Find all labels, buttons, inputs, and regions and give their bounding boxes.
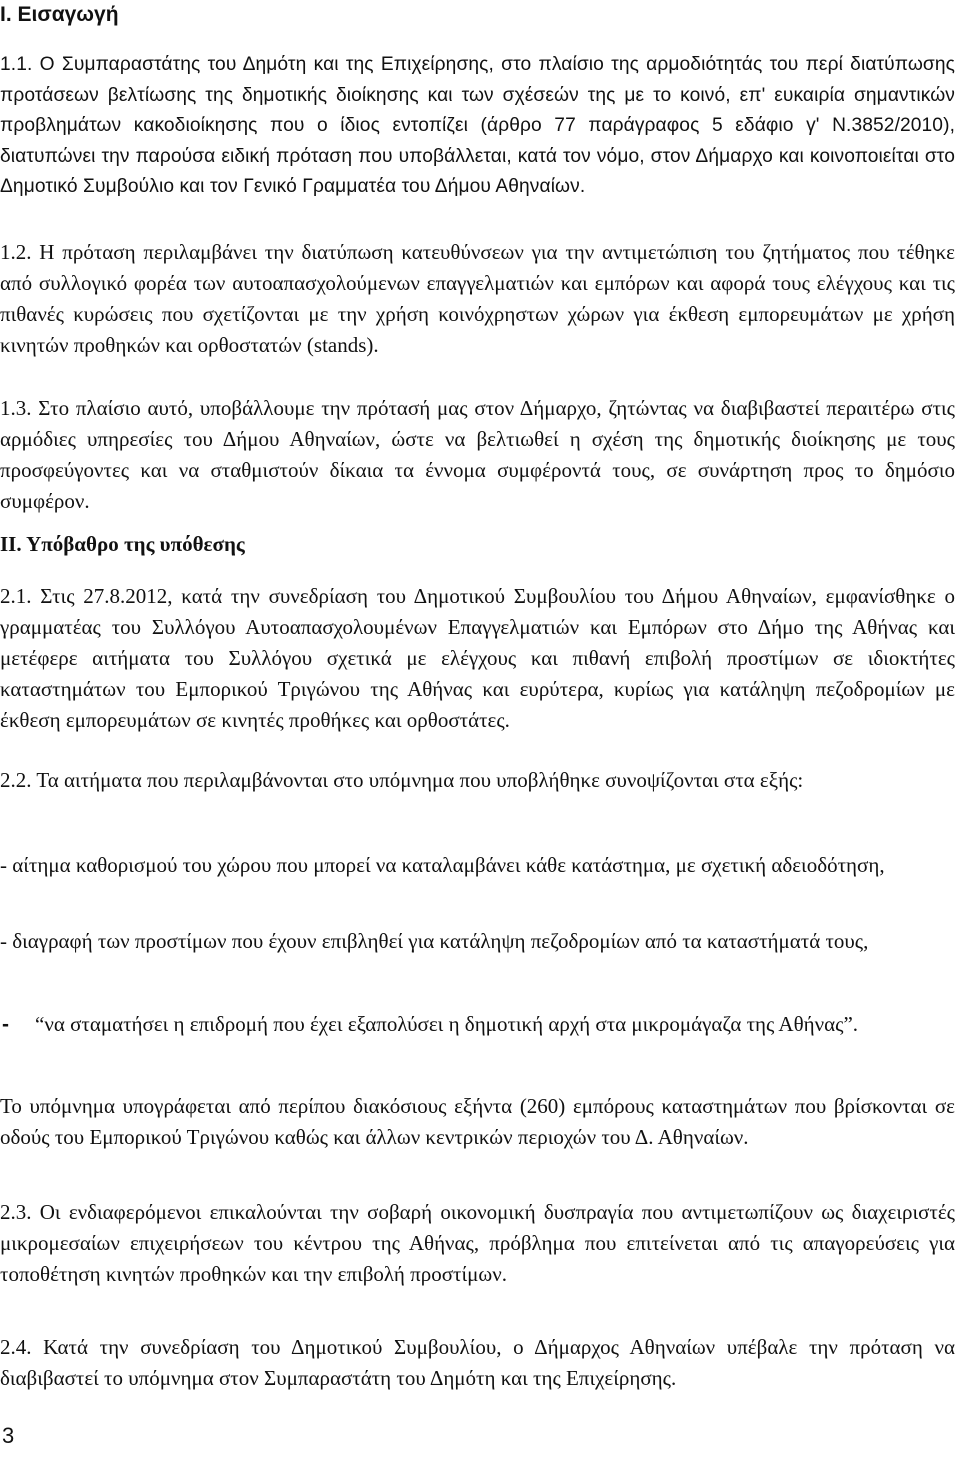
paragraph-memo-signatures: Το υπόμνημα υπογράφεται από περίπου διακόσιους εξήντα (260) εμπόρους καταστημάτων που βρίσκονται σε οδούς του Εμπορικού Τριγώνου καθώς και άλλων κεντρικών περιοχών του Δ. Αθηναίων. [0,1094,955,1149]
list-item-fine-cancellation: - διαγραφή των προστίμων που έχουν επιβληθεί για κατάληψη πεζοδρομίων από τα καταστήματά τους, [0,929,869,953]
section-heading-introduction: I. Εισαγωγή [0,3,119,26]
paragraph-2-4: 2.4. Κατά την συνεδρίαση του Δημοτικού Συμβουλίου, ο Δήμαρχος Αθηναίων υπέβαλε την πρόταση να διαβιβαστεί το υπόμνημα στον Συμπαραστάτη του Δημότη και της Επιχείρησης. [0,1335,955,1390]
paragraph-1-2: 1.2. Η πρόταση περιλαμβάνει την διατύπωση κατευθύνσεων για την αντιμετώπιση του ζητήματος που τέθηκε από συλλογικό φορέα των αυτοαπασχολούμενων επαγγελματιών και εμπόρων και αφορά τους ελέγχους και τις πιθανές κυρώσεις που σχετίζονται με την χρήση κοινόχρηστων χώρων για έκθεση εμπορευμάτων με χρήση κινητών προθηκών και ορθοστατών (stands). [0,240,955,357]
paragraph-1-3: 1.3. Στο πλαίσιο αυτό, υποβάλλουμε την πρότασή μας στον Δήμαρχο, ζητώντας να διαβιβαστεί περαιτέρω στις αρμόδιες υπηρεσίες του Δήμου Αθηναίων, ώστε να βελτιωθεί η σχέση της δημοτικής διοίκησης με τους προσφεύγοντες και να σταθμιστούν δίκαια τα έννομα συμφέροντά τους, σε συνάρτηση προς το δημόσιο συμφέρον. [0,396,955,513]
paragraph-1-1: 1.1. Ο Συμπαραστάτης του Δημότη και της Επιχείρησης, στο πλαίσιο της αρμοδιότητάς του περί διατύπωσης προτάσεων βελτίωσης της δημοτικής διοίκησης και των σχέσεών της με το κοινό, επ' ευκαιρία σημαντικών προβλημάτων κακοδιοίκησης που ο ίδιος εντοπίζει (άρθρο 77 παράγραφος 5 εδάφιο γ' Ν.3852/2010), διατυπώνει την παρούσα ειδική πρόταση που υποβάλλεται, κατά τον νόμο, στον Δήμαρχο και κοινοποιείται στο Δημοτικό Συμβούλιο και τον Γενικό Γραμματέα του Δήμου Αθηναίων. [0,54,955,197]
list-item-space-allocation: - αίτημα καθορισμού του χώρου που μπορεί να καταλαμβάνει κάθε κατάστημα, με σχετική αδειοδότηση, [0,853,885,877]
bullet-dash: - [2,1013,9,1036]
section-heading-background: ΙΙ. Υπόβαθρο της υπόθεσης [0,532,245,556]
list-item-text: “να σταματήσει η επιδρομή που έχει εξαπολύσει η δημοτική αρχή στα μικρομάγαζα της Αθήνας”. [35,1012,859,1036]
paragraph-2-2: 2.2. Τα αιτήματα που περιλαμβάνονται στο υπόμνημα που υποβλήθηκε συνοψίζονται στα εξής: [0,768,804,792]
page-number: 3 [2,1423,15,1448]
list-item-stop-raids [0,1009,955,1071]
paragraph-2-1: 2.1. Στις 27.8.2012, κατά την συνεδρίαση του Δημοτικού Συμβουλίου του Δήμου Αθηναίων, εμφανίσθηκε ο γραμματέας του Συλλόγου Αυτοαπασχολουμένων Επαγγελματιών και Εμπόρων στο Δήμο της Αθήνας και μετέφερε αιτήματα του Συλλόγου σχετικά με ελέγχους και πιθανή επιβολή προστίμων σε ιδιοκτήτες καταστημάτων του Εμπορικού Τριγώνου της Αθήνας και ευρύτερα, κυρίως για κατάληψη πεζοδρομίων με έκθεση εμπορευμάτων σε κινητές προθήκες και ορθοστάτες. [0,584,955,732]
paragraph-2-3: 2.3. Οι ενδιαφερόμενοι επικαλούνται την σοβαρή οικονομική δυσπραγία που αντιμετωπίζουν ως διαχειριστές μικρομεσαίων επιχειρήσεων του κέντρου της Αθήνας, πρόβλημα που επιτείνεται από τις απαγορεύσεις για τοποθέτηση κινητών προθηκών και την επιβολή προστίμων. [0,1200,955,1286]
